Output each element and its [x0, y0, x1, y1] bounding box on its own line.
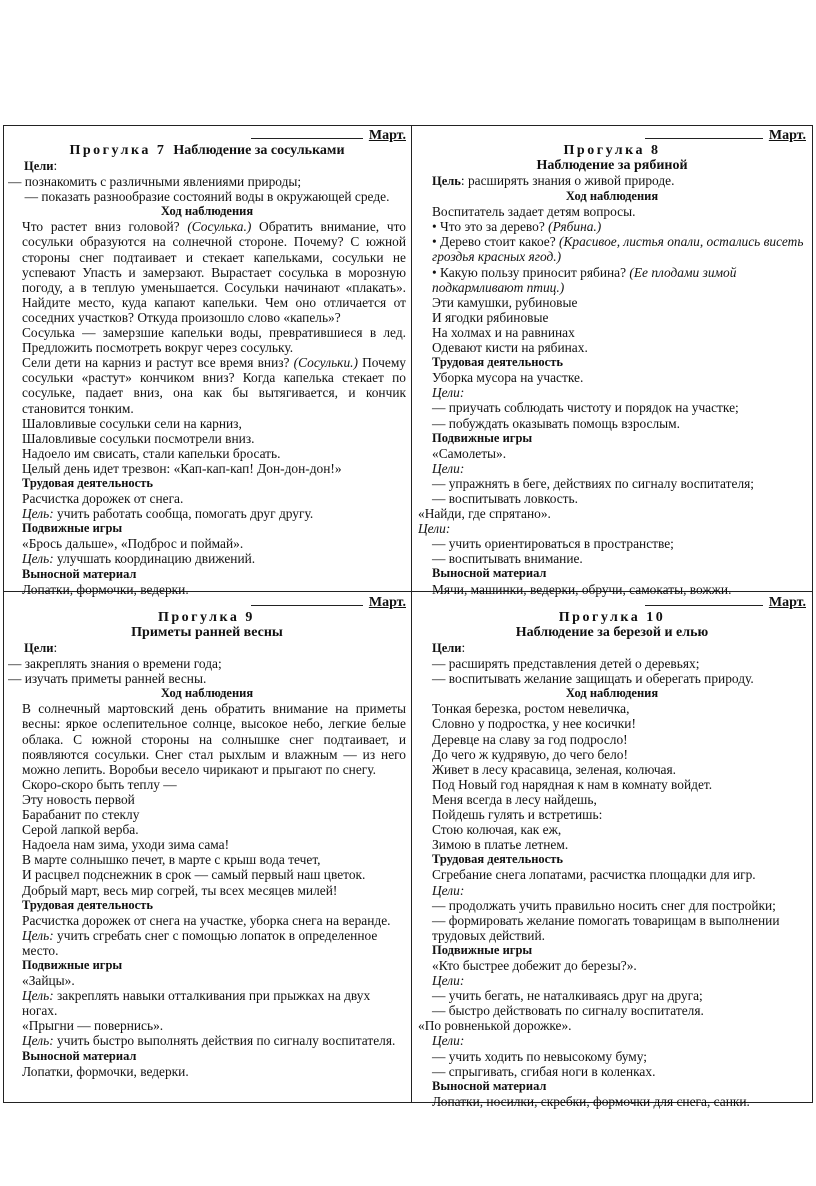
game-name: «Найди, где спрятано».: [418, 506, 551, 522]
column-divider: [411, 126, 412, 1102]
poem-line: Стою колючая, как еж,: [432, 822, 562, 838]
card-date: Март.: [418, 594, 806, 610]
game-goals-label: Цели:: [432, 1033, 465, 1049]
goal-item: — познакомить с различными явлениями природы;: [8, 174, 302, 190]
goal-item: — воспитывать желание защищать и оберегать природу.: [432, 671, 754, 687]
game-goal: Цель: закреплять навыки отталкивания при прыжках на двух ногах.: [22, 988, 371, 1019]
card-title: Наблюдение за рябиной: [536, 158, 688, 173]
games-heading: Подвижные игры: [22, 521, 123, 536]
card-title: Прогулка 7 Наблюдение за сосульками: [69, 143, 345, 158]
observation-heading: Ход наблюдения: [160, 204, 254, 219]
poem-line: Надоела нам зима, уходи зима сама!: [22, 837, 230, 853]
material-heading: Выносной материал: [432, 1078, 547, 1093]
card-title: Наблюдение за березой и елью: [515, 625, 709, 640]
observation-heading: Ход наблюдения: [160, 686, 254, 701]
card-date: Март.: [418, 127, 806, 143]
games-text: «Брось дальше», «Подброс и поймай».: [22, 536, 244, 552]
material-text: Лопатки, формочки, ведерки.: [22, 1063, 189, 1079]
labor-heading: Трудовая деятельность: [432, 355, 563, 370]
games-goal: Цель: улучшать координацию движений.: [22, 551, 256, 567]
material-text: Лопатки, формочки, ведерки.: [22, 581, 189, 597]
labor-goal: Цель: учить сгребать снег с помощью лопаток в определенное место.: [22, 927, 378, 958]
game-name: «По ровненькой дорожке».: [418, 1018, 572, 1034]
material-heading: Выносной материал: [22, 566, 137, 581]
goal-item: — изучать приметы ранней весны.: [8, 671, 207, 687]
goal-item: — учить ходить по невысокому буму;: [432, 1048, 648, 1064]
goal-item: — показать разнообразие состояний воды в окружающей среде.: [24, 189, 390, 205]
poem-line: Под Новый год нарядная к нам в комнату войдет.: [432, 776, 713, 792]
games-heading: Подвижные игры: [22, 957, 123, 972]
poem-line: Шаловливые сосульки посмотрели вниз.: [22, 430, 255, 446]
card-walk-9: [8, 594, 406, 1079]
labor-text: Сгребание снега лопатами, расчистка площадки для игр.: [432, 867, 756, 883]
poem-line: Меня всегда в лесу найдешь,: [432, 791, 597, 807]
observation-text: Сосулька — замерзшие капельки воды, превратившиеся в лед. Предложить посмотреть вокруг через сосульку.: [22, 325, 406, 356]
card-date: Март.: [8, 594, 406, 610]
game-goals-label: Цели:: [432, 460, 465, 476]
poem-line: И расцвел подснежник в срок — самый первый наш цветок.: [22, 867, 366, 883]
material-heading: Выносной материал: [432, 566, 547, 581]
poem-line: И ягодки рябиновые: [432, 309, 549, 325]
card-walk-number: Прогулка 9: [158, 610, 255, 625]
card-date: Март.: [8, 127, 406, 143]
observation-text: Сели дети на карниз и растут все время вниз? (Сосульки.) Почему сосульки «растут» кончиком вниз? Когда капелька стекает по сосульке, падает вниз, она как бы вытягивается, и кончик становится тонким.: [22, 355, 406, 416]
goal-item: — побуждать оказывать помощь взрослым.: [432, 415, 680, 431]
games-heading: Подвижные игры: [432, 942, 533, 957]
goals-label: Цели:: [432, 640, 466, 655]
poem-line: Надоело им свисать, стали капельки бросать.: [22, 445, 281, 461]
labor-goals-label: Цели:: [432, 882, 465, 898]
material-text: Мячи, машинки, ведерки, обручи, самокаты, вожжи.: [432, 581, 732, 597]
labor-heading: Трудовая деятельность: [432, 852, 563, 867]
goal-item: — упражнять в беге, действиях по сигналу воспитателя;: [432, 475, 755, 491]
poem-line: На холмах и на равнинах: [432, 324, 575, 340]
goal-item: — спрыгивать, сгибая ноги в коленках.: [432, 1063, 656, 1079]
poem-line: Скоро-скоро быть теплу —: [22, 776, 177, 792]
poem-line: Живет в лесу красавица, зеленая, колючая.: [432, 761, 677, 777]
goal-line: Цель: расширять знания о живой природе.: [432, 173, 675, 188]
poem-line: Барабанит по стеклу: [22, 807, 140, 823]
games-heading: Подвижные игры: [432, 430, 533, 445]
material-text: Лопатки, носилки, скребки, формочки для снега, санки.: [432, 1093, 750, 1109]
poem-line: Добрый март, весь мир согрей, ты всех месяцев милей!: [22, 882, 338, 898]
poem-line: Словно у подростка, у нее косички!: [432, 716, 636, 732]
poem-line: Серой лапкой верба.: [22, 822, 139, 838]
goals-label: Цели:: [24, 158, 58, 173]
game-name: «Зайцы».: [22, 973, 75, 989]
walk-cards-table: [3, 125, 813, 1109]
poem-line: Эту новость первой: [22, 791, 135, 807]
observation-heading: Ход наблюдения: [565, 189, 659, 204]
observation-text: Воспитатель задает детям вопросы.: [432, 204, 636, 220]
game-name: «Прыгни — повернись».: [22, 1018, 164, 1034]
question: • Что это за дерево? (Рябина.): [432, 219, 602, 235]
game-name: «Кто быстрее добежит до березы?».: [432, 957, 637, 973]
card-walk-10: [418, 594, 806, 1109]
game-goals-label: Цели:: [432, 973, 465, 989]
goal-item: — расширять представления детей о деревьях;: [432, 656, 700, 672]
card-walk-number: Прогулка 10: [558, 610, 666, 625]
goal-item: — формировать желание помогать товарищам в выполнении трудовых действий.: [432, 912, 780, 943]
goal-item: — учить ориентироваться в пространстве;: [432, 536, 674, 552]
card-walk-8: [418, 127, 806, 597]
goal-item: — продолжать учить правильно носить снег для постройки;: [432, 897, 776, 913]
card-walk-number: Прогулка 8: [563, 143, 661, 158]
poem-line: Зимою в платье летнем.: [432, 837, 569, 853]
poem-line: Эти камушки, рубиновые: [432, 294, 578, 310]
card-title: Приметы ранней весны: [131, 625, 283, 640]
game-goal: Цель: учить быстро выполнять действия по сигналу воспитателя.: [22, 1033, 396, 1049]
goal-item: — закреплять знания о времени года;: [8, 656, 222, 672]
poem-line: Деревце на славу за год подросло!: [432, 731, 628, 747]
labor-text: Расчистка дорожек от снега на участке, уборка снега на веранде.: [22, 912, 391, 928]
goals-label: Цели:: [24, 640, 58, 655]
question: • Какую пользу приносит рябина? (Ее плодами зимой подкармливают птиц.): [432, 264, 737, 295]
goal-item: — воспитывать ловкость.: [432, 490, 578, 506]
card-walk-7: [8, 127, 406, 597]
poem-line: До чего ж кудрявую, до чего бело!: [432, 746, 628, 762]
labor-heading: Трудовая деятельность: [22, 897, 153, 912]
observation-text: Что растет вниз головой? (Сосулька.) Обратить внимание, что сосульки образуются на солнечной стороне. Почему? С южной стороны снег подтаивает и стекает капельками, сосульки не успевают Упасть и замерзают. Вырастает сосулька в морозную погоду, а в теплую уменьшается. Сосульки начинают «плакать». Найдите место, куда капают капельки. Чем оно отличается от соседних участков? Откуда произошло слово «капель»?: [22, 219, 406, 325]
goal-item: — воспитывать внимание.: [432, 551, 583, 567]
labor-text: Расчистка дорожек от снега.: [22, 491, 184, 507]
poem-line: Пойдешь гулять и встретишь:: [432, 807, 603, 823]
poem-line: Целый день идет трезвон: «Кап-кап-кап! Дон-дон-дон!»: [22, 460, 342, 476]
question: • Дерево стоит какое? (Красивое, листья опали, остались висеть гроздья красных ягод.): [432, 234, 804, 265]
goal-item: — приучать соблюдать чистоту и порядок на участке;: [432, 400, 739, 416]
poem-line: Шаловливые сосульки сели на карниз,: [22, 415, 242, 431]
labor-goals-label: Цели:: [432, 385, 465, 401]
material-heading: Выносной материал: [22, 1048, 137, 1063]
labor-heading: Трудовая деятельность: [22, 475, 153, 490]
observation-text: В солнечный мартовский день обратить внимание на приметы весны: яркое ослепительное солнце, высокое небо, легкие белые облака. С южной стороны на солнышке снег подтаивает, и появляются сосульки. Снег стал рыхлым и влажным — из него можно лепить. Воробьи весело чирикают и прыгают по снегу.: [22, 701, 406, 777]
observation-heading: Ход наблюдения: [565, 686, 659, 701]
goal-item: — быстро действовать по сигналу воспитателя.: [432, 1003, 704, 1019]
game-name: «Самолеты».: [432, 445, 507, 461]
game-goals-label: Цели:: [418, 521, 451, 537]
poem-line: В марте солнышко печет, в марте с крыш вода течет,: [22, 852, 321, 868]
labor-text: Уборка мусора на участке.: [432, 370, 584, 386]
poem-line: Одевают кисти на рябинах.: [432, 340, 588, 356]
labor-goal: Цель: учить работать сообща, помогать друг другу.: [22, 506, 314, 522]
goal-item: — учить бегать, не наталкиваясь друг на друга;: [432, 988, 703, 1004]
poem-line: Тонкая березка, ростом невеличка,: [432, 701, 630, 717]
